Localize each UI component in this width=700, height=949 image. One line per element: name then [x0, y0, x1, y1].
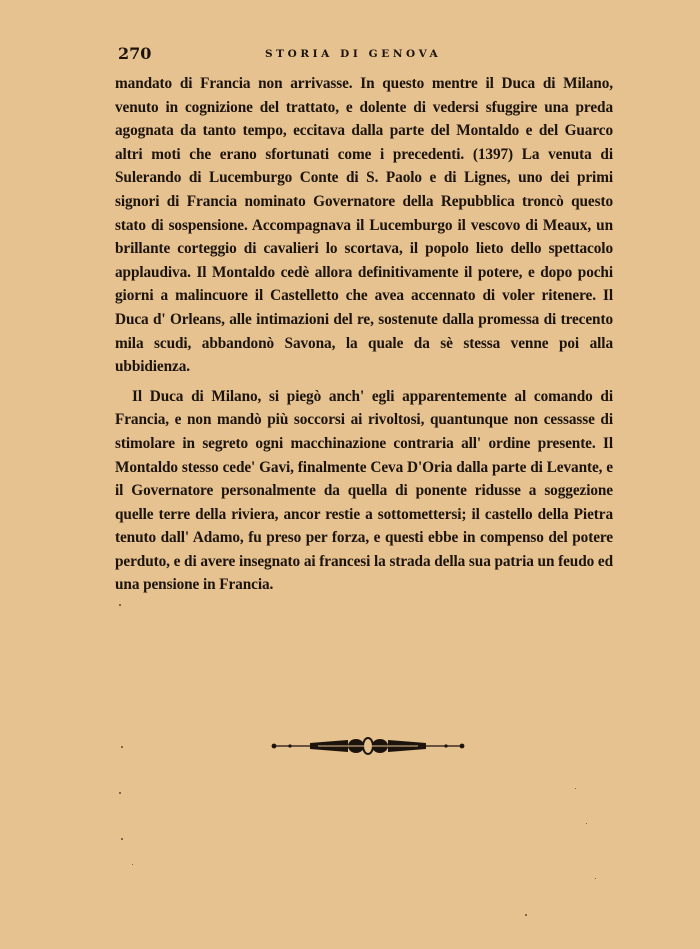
paper-speck: [595, 878, 596, 879]
paper-speck: [525, 914, 527, 916]
paper-speck: [119, 792, 121, 794]
paper-speck: [121, 838, 123, 840]
paper-speck: [586, 823, 587, 824]
paper-speck: [119, 604, 121, 606]
paragraph: mandato di Francia non arrivasse. In questo mentre il Duca di Milano, venuto in cognizione del trattato, e dolente di vedersi sfuggire una preda agognata da tanto tempo, eccitava dalla parte del Montaldo e del Guarco altri moti che erano sfortunati come i precedenti. (1397) La venuta di Sulerando di Lucemburgo Conte di S. Paolo e di Lignes, uno dei primi signori di Francia nominato Governatore della Repubblica troncò questo stato di sospensione. Accompagnava il Lucemburgo il vescovo di Meaux, un brillante corteggio di cavalieri lo scortava, il popolo lieto dello spettacolo applaudiva. Il Montaldo cedè allora definitivamente il potere, e dopo pochi giorni a malincuore il Castelletto che avea accennato di voler ritenere. Il Duca d' Orleans, alle intimazioni del re, sostenute dalla promessa di trecento mila scudi, abbandonò Savona, la quale da sè stessa venne poi alla ubbidienza.: [115, 75, 613, 376]
decorative-tailpiece-icon: [270, 734, 466, 758]
paper-speck: [121, 746, 123, 748]
page-number: 270: [118, 44, 152, 63]
paragraph: Il Duca di Milano, si piegò anch' egli apparentemente al comando di Francia, e non mandò più soccorsi ai rivoltosi, quantunque non cessasse di stimolare in segreto ogni macchinazione contraria all' ordine presente. Il Montaldo stesso cede' Gavi, finalmente Ceva D'Oria dalla parte di Levante, e il Governatore personalmente da quella di ponente ridusse a soggezione quelle terre della riviera, ancor restie a sottomettersi; il castello della Pietra tenuto dall' Adamo, fu preso per forza, e questi ebbe in compenso del potere perduto, e di avere insegnato ai francesi la strada della sua patria un feudo ed una pensione in Francia.: [115, 387, 613, 594]
paper-speck: [575, 788, 576, 789]
running-title: STORIA DI GENOVA: [265, 48, 442, 60]
paper-speck: [132, 864, 133, 865]
page-header: [115, 44, 613, 66]
body-text: [115, 72, 613, 597]
